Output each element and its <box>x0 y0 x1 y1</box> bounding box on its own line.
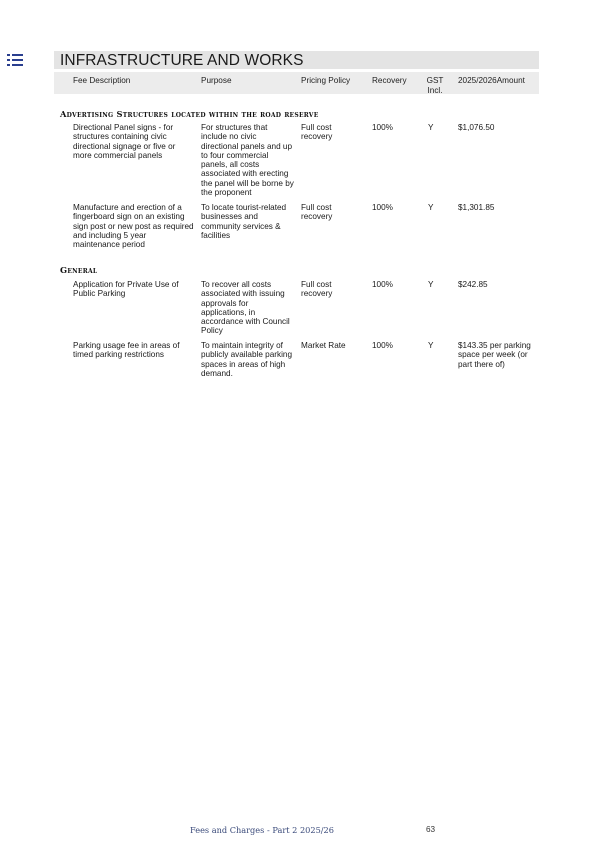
recovery: 100% <box>372 280 393 289</box>
gst-included: Y <box>428 203 434 212</box>
fee-amount: $143.35 per parking space per week (or part there of) <box>458 341 531 369</box>
section-heading: General <box>60 265 98 275</box>
header-pricing-policy: Pricing Policy <box>301 76 351 85</box>
header-fee-description: Fee Description <box>73 76 131 85</box>
page-footer <box>0 825 599 839</box>
fee-description: Manufacture and erection of a fingerboard sign on an existing sign post or new post as required and including 5 year maintenance period <box>73 203 194 250</box>
fee-purpose: To maintain integrity of publicly available parking spaces in areas of high demand. <box>201 341 293 378</box>
page-number: 63 <box>426 825 436 834</box>
fee-purpose: To locate tourist-related businesses and community services & facilities <box>201 203 287 240</box>
pricing-policy: Full cost recovery <box>301 123 333 142</box>
header-purpose: Purpose <box>201 76 232 85</box>
fee-description: Directional Panel signs - for structures containing civic directional signage or five or more commercial panels <box>73 123 176 160</box>
gst-included: Y <box>428 341 434 350</box>
recovery: 100% <box>372 203 393 212</box>
table-header <box>54 72 539 94</box>
recovery: 100% <box>372 123 393 132</box>
fee-amount: $1,076.50 <box>458 123 495 132</box>
header-amount: 2025/2026Amount <box>458 76 525 85</box>
page-title-bar <box>54 51 539 69</box>
section-heading: Advertising Structures located within the road reserve <box>60 109 319 119</box>
list-icon[interactable] <box>7 54 23 66</box>
fee-amount: $242.85 <box>458 280 488 289</box>
gst-included: Y <box>428 123 434 132</box>
fee-purpose: To recover all costs associated with issuing approvals for applications, in accordance with Council Policy <box>201 280 290 336</box>
fee-description: Parking usage fee in areas of timed parking restrictions <box>73 341 180 360</box>
page-title: INFRASTRUCTURE AND WORKS <box>60 52 304 69</box>
fee-description: Application for Private Use of Public Parking <box>73 280 179 299</box>
header-gst: GST Incl. <box>426 76 444 95</box>
pricing-policy: Market Rate <box>301 341 346 350</box>
gst-included: Y <box>428 280 434 289</box>
pricing-policy: Full cost recovery <box>301 280 333 299</box>
pricing-policy: Full cost recovery <box>301 203 333 222</box>
fee-purpose: For structures that include no civic directional panels and up to four commercial panels, all costs associated with erecting the panel will be borne by the proponent <box>201 123 294 198</box>
header-recovery: Recovery <box>372 76 407 85</box>
fee-amount: $1,301.85 <box>458 203 495 212</box>
footer-document-title: Fees and Charges - Part 2 2025/26 <box>190 825 334 835</box>
recovery: 100% <box>372 341 393 350</box>
